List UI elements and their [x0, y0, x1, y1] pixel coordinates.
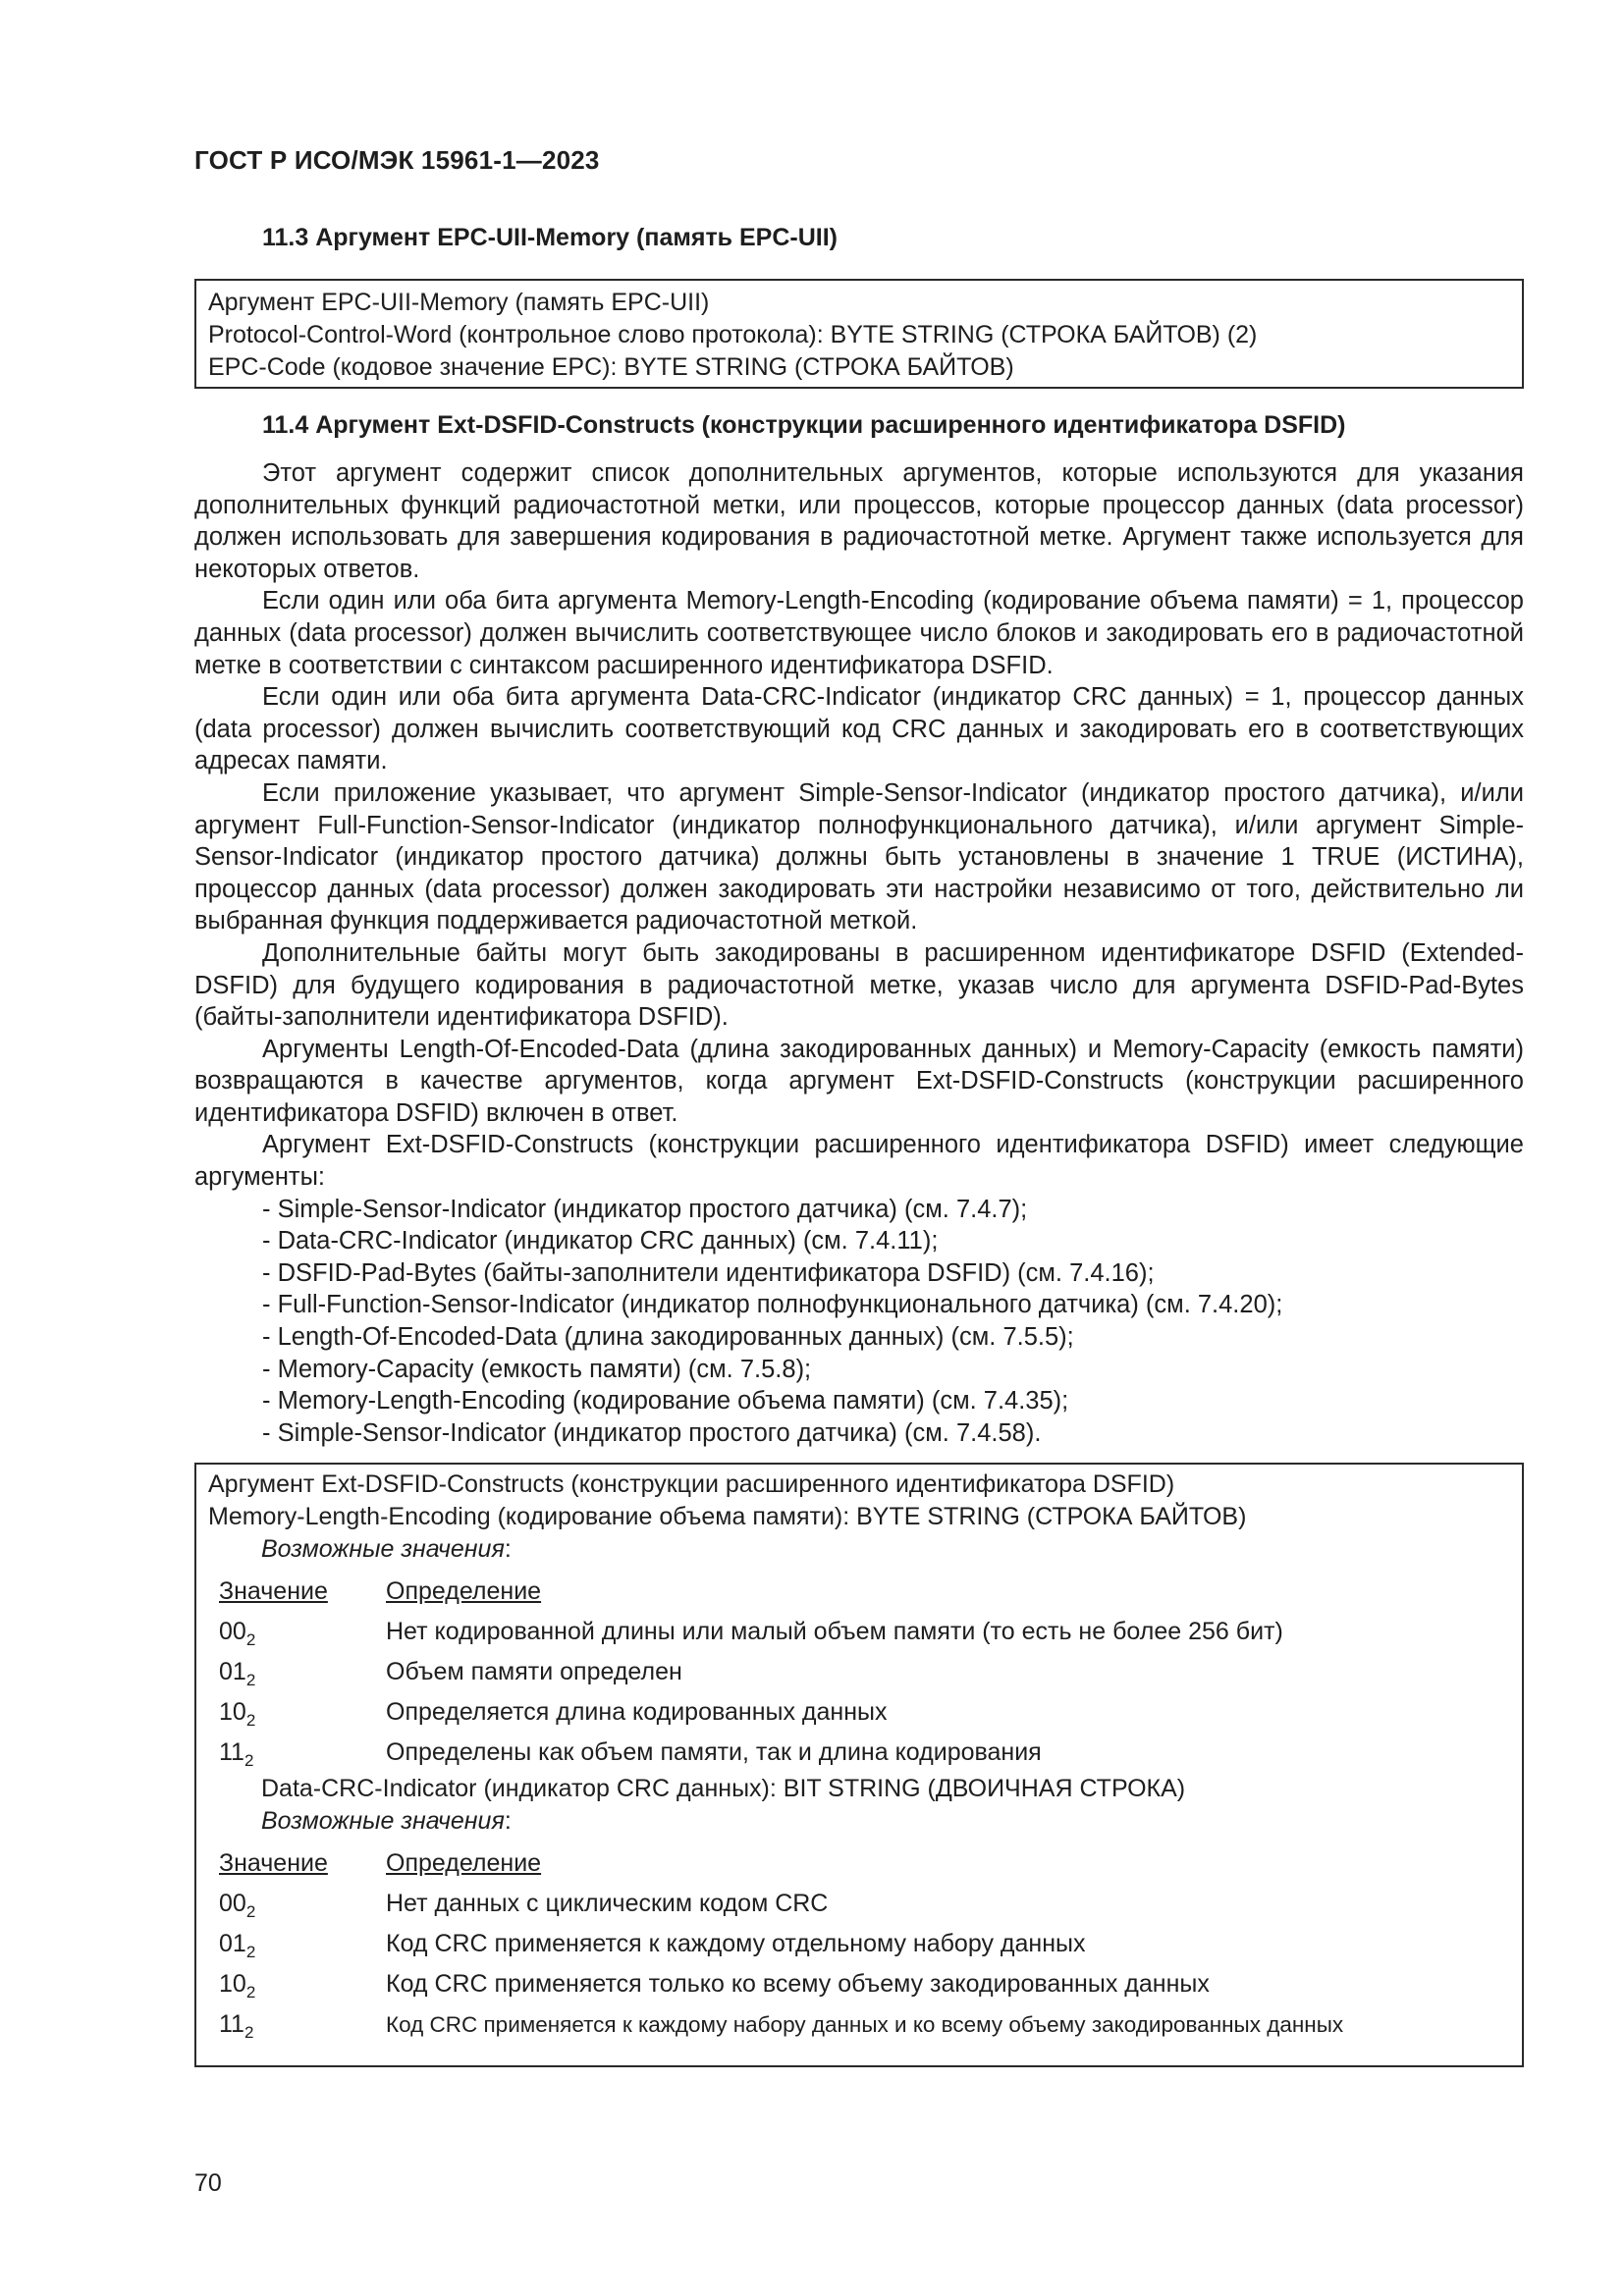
mle-values-table — [208, 1572, 1512, 1773]
list-item: - Memory-Capacity (емкость памяти) (см. 7.5.8); — [262, 1355, 812, 1383]
list-item: - Data-CRC-Indicator (индикатор CRC данных) (см. 7.4.11); — [262, 1227, 939, 1255]
value-digits: 10 — [219, 1970, 246, 1998]
definition-cell: Объем памяти определен — [386, 1658, 682, 1685]
value-digits: 00 — [219, 1618, 246, 1645]
list-item: - DSFID-Pad-Bytes (байты-заполнители идентификатора DSFID) (см. 7.4.16); — [262, 1258, 1155, 1287]
value-subscript: 2 — [244, 2023, 254, 2042]
page-number: 70 — [194, 2169, 222, 2197]
definition-cell: Код CRC применяется к каждому набору данных и ко всему объему закодированных данных — [386, 2012, 1344, 2037]
table-row — [208, 2004, 1512, 2045]
definition-cell: Определяется длина кодированных данных — [386, 1698, 888, 1726]
table-row — [208, 1652, 1512, 1692]
paragraph: Аргумент Ext-DSFID-Constructs (конструкции расширенного идентификатора DSFID) имеет следующие аргументы: — [194, 1131, 1524, 1192]
value-subscript: 2 — [245, 1630, 256, 1649]
table-row — [208, 1884, 1512, 1924]
paragraph: Этот аргумент содержит список дополнительных аргументов, которые используются для указания дополнительных функций радиочастотной метки, или процессов, которые процессор данных (data processor) должен использовать для завершения кодирования в радиочастотной метке. Аргумент также используется для некоторых ответов. — [194, 459, 1524, 583]
column-header-value: Значение — [219, 1577, 328, 1605]
table-header-row — [208, 1572, 1512, 1612]
value-digits: 00 — [219, 1890, 246, 1917]
value-cell — [208, 1616, 386, 1648]
definition-cell: Нет данных с циклическим кодом CRC — [386, 1890, 829, 1917]
value-digits: 10 — [219, 1698, 246, 1726]
list-item: - Length-Of-Encoded-Data (длина закодированных данных) (см. 7.5.5); — [262, 1323, 1074, 1352]
epc-uii-memory-box — [194, 279, 1524, 389]
column-header-definition: Определение — [386, 1849, 542, 1877]
value-cell — [208, 1696, 386, 1729]
value-cell — [208, 1928, 386, 1960]
possible-values-text: Возможные значения — [261, 1535, 505, 1563]
table-row — [208, 1612, 1512, 1652]
value-subscript: 2 — [245, 1983, 256, 2002]
value-subscript: 2 — [244, 1751, 254, 1770]
value-subscript: 2 — [245, 1711, 256, 1730]
possible-values-label — [208, 1805, 1512, 1838]
ext-dsfid-constructs-box — [194, 1463, 1524, 2067]
value-digits: 01 — [219, 1658, 246, 1685]
mle-definition-line: Memory-Length-Encoding (кодирование объема памяти): BYTE STRING (СТРОКА БАЙТОВ) — [208, 1503, 1247, 1530]
value-cell — [208, 1656, 386, 1688]
section-heading-11-4: 11.4 Аргумент Ext-DSFID-Constructs (конструкции расширенного идентификатора DSFID) — [262, 411, 1346, 439]
definition-cell: Определены как объем памяти, так и длина кодирования — [386, 1738, 1042, 1766]
paragraph: Если один или оба бита аргумента Data-CRC-Indicator (индикатор CRC данных) = 1, процессор данных (data processor) должен вычислить соответствующий код CRC данных и закодировать его в соответствующих адресах памяти. — [194, 683, 1524, 775]
paragraph: Аргументы Length-Of-Encoded-Data (длина закодированных данных) и Memory-Capacity (емкость памяти) возвращаются в качестве аргументов, когда аргумент Ext-DSFID-Constructs (конструкции расширенного идентификатора DSFID) включен в ответ. — [194, 1035, 1524, 1127]
definition-cell: Код CRC применяется только ко всему объему закодированных данных — [386, 1970, 1210, 1998]
value-cell — [208, 2008, 386, 2041]
table-row — [208, 1692, 1512, 1733]
list-item: - Full-Function-Sensor-Indicator (индикатор полнофункционального датчика) (см. 7.4.20); — [262, 1291, 1283, 1319]
table-row — [208, 1924, 1512, 1964]
value-digits: 11 — [219, 2010, 244, 2038]
document-header: ГОСТ Р ИСО/МЭК 15961-1—2023 — [194, 145, 600, 175]
paragraph: Если приложение указывает, что аргумент Simple-Sensor-Indicator (индикатор простого датчика), и/или аргумент Full-Function-Sensor-Indicator (индикатор полнофункционального датчика), и/или аргумент Simple-Sensor-Indicator (индикатор простого датчика) должны быть установлены в значение 1 TRUE (ИСТИНА), процессор данных (data processor) должен закодировать эти настройки независимо от того, действительно ли выбранная функция поддерживается радиочастотной меткой. — [194, 778, 1524, 935]
possible-values-text: Возможные значения — [261, 1807, 505, 1835]
value-cell — [208, 1968, 386, 2001]
value-subscript: 2 — [245, 1902, 256, 1921]
table-row — [208, 1733, 1512, 1773]
section-body — [194, 457, 1524, 1449]
definition-cell: Нет кодированной длины или малый объем памяти (то есть не более 256 бит) — [386, 1618, 1283, 1645]
argument-list — [194, 1194, 1524, 1450]
value-digits: 01 — [219, 1930, 246, 1957]
list-item: - Simple-Sensor-Indicator (индикатор простого датчика) (см. 7.4.7); — [262, 1195, 1028, 1223]
section-heading-11-3: 11.3 Аргумент EPC-UII-Memory (память EPC-UII) — [262, 224, 838, 251]
box-line: Protocol-Control-Word (контрольное слово протокола): BYTE STRING (СТРОКА БАЙТОВ) (2) — [208, 321, 1258, 348]
column-header-value: Значение — [219, 1849, 328, 1877]
possible-values-label — [208, 1533, 1512, 1566]
definition-cell: Код CRC применяется к каждому отдельному набору данных — [386, 1930, 1086, 1957]
box-line: EPC-Code (кодовое значение EPC): BYTE STRING (СТРОКА БАЙТОВ) — [208, 353, 1014, 381]
value-subscript: 2 — [245, 1671, 256, 1689]
box-line: Аргумент EPC-UII-Memory (память EPC-UII) — [208, 289, 710, 316]
crc-definition-line: Data-CRC-Indicator (индикатор CRC данных): BIT STRING (ДВОИЧНАЯ СТРОКА) — [261, 1775, 1186, 1802]
crc-values-table — [208, 1843, 1512, 2045]
value-cell — [208, 1888, 386, 1920]
box-title: Аргумент Ext-DSFID-Constructs (конструкции расширенного идентификатора DSFID) — [208, 1470, 1175, 1498]
paragraph: Если один или оба бита аргумента Memory-Length-Encoding (кодирование объема памяти) = 1, процессор данных (data processor) должен вычислить соответствующее число блоков и закодировать его в радиочастотной метке в соответствии с синтаксом расширенного идентификатора DSFID. — [194, 587, 1524, 679]
colon: : — [504, 1807, 512, 1835]
value-digits: 11 — [219, 1738, 244, 1766]
table-row — [208, 1964, 1512, 2004]
value-cell — [208, 1736, 386, 1769]
table-header-row — [208, 1843, 1512, 1884]
list-item: - Memory-Length-Encoding (кодирование объема памяти) (см. 7.4.35); — [262, 1387, 1069, 1415]
value-subscript: 2 — [245, 1943, 256, 1961]
paragraph: Дополнительные байты могут быть закодированы в расширенном идентификаторе DSFID (Extended-DSFID) для будущего кодирования в радиочастотной метке, указав число для аргумента DSFID-Pad-Bytes (байты-заполнители идентификатора DSFID). — [194, 938, 1524, 1032]
colon: : — [504, 1535, 512, 1563]
list-item: - Simple-Sensor-Indicator (индикатор простого датчика) (см. 7.4.58). — [262, 1418, 1042, 1447]
column-header-definition: Определение — [386, 1577, 542, 1605]
